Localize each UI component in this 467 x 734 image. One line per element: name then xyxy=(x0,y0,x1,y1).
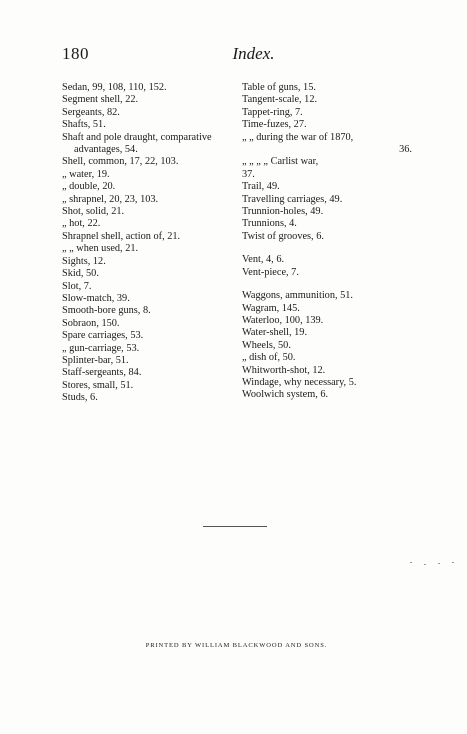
index-entry: Travelling carriages, 49. xyxy=(242,193,343,205)
index-entry: Segment shell, 22. xyxy=(62,94,139,106)
index-entry: Slow-match, 39. xyxy=(62,292,130,304)
index-entry: Tangent-scale, 12. xyxy=(242,94,318,106)
index-entry: Whitworth-shot, 12. xyxy=(242,364,326,376)
index-entry: Woolwich system, 6. xyxy=(242,389,329,401)
index-entry: Tappet-ring, 7. xyxy=(242,106,303,118)
index-entry: Slot, 7. xyxy=(62,280,92,292)
index-entry: Windage, why necessary, 5. xyxy=(242,376,357,388)
index-entry: „ double, 20. xyxy=(62,181,116,193)
index-entry: Staff-sergeants, 84. xyxy=(62,367,142,379)
index-entry: Trail, 49. xyxy=(242,181,280,193)
index-entry: Trunnions, 4. xyxy=(242,218,297,230)
index-entry: Waterloo, 100, 139. xyxy=(242,314,324,326)
section-rule xyxy=(203,526,267,527)
index-entry: Water-shell, 19. xyxy=(242,327,308,339)
scan-speck xyxy=(438,563,440,564)
scan-speck xyxy=(410,562,412,563)
index-entry: Shrapnel shell, action of, 21. xyxy=(62,230,181,242)
index-entry: Shot, solid, 21. xyxy=(62,206,125,218)
index-entry: Sedan, 99, 108, 110, 152. xyxy=(62,82,167,93)
index-entry: „ water, 19. xyxy=(62,168,110,180)
scan-speck xyxy=(424,564,426,565)
index-entry: 37. xyxy=(242,168,255,180)
printer-imprint: PRINTED BY WILLIAM BLACKWOOD AND SONS. xyxy=(145,642,328,649)
index-entry: Spare carriages, 53. xyxy=(62,330,144,342)
index-entry: Shafts, 51. xyxy=(62,119,106,131)
index-entry: Shell, common, 17, 22, 103. xyxy=(62,156,179,168)
index-entry: Wheels, 50. xyxy=(242,339,291,351)
index-entry: „ gun-carriage, 53. xyxy=(62,342,140,354)
entry-gap xyxy=(242,279,412,290)
index-entry: 36. xyxy=(399,144,412,156)
index-entry: Wagram, 145. xyxy=(242,302,300,314)
index-entry: Twist of grooves, 6. xyxy=(242,230,324,242)
index-entry: Waggons, ammunition, 51. xyxy=(242,290,353,302)
index-entry: „ hot, 22. xyxy=(62,218,101,230)
index-entry: „ „ during the war of 1870, xyxy=(242,131,354,143)
index-entry: Vent-piece, 7. xyxy=(242,266,299,278)
index-entry: „ dish of, 50. xyxy=(242,352,296,364)
index-entry: Time-fuzes, 27. xyxy=(242,119,307,131)
index-column-right xyxy=(242,82,412,402)
index-entry: Studs, 6. xyxy=(62,392,98,404)
index-entry: „ „ when used, 21. xyxy=(62,243,139,255)
index-entry: Smooth-bore guns, 8. xyxy=(62,305,151,317)
index-entry: Sobraon, 150. xyxy=(62,317,120,329)
index-entry: Vent, 4, 6. xyxy=(242,254,285,266)
page-title: Index. xyxy=(232,44,275,63)
index-column-left xyxy=(62,82,238,405)
index-entry: Table of guns, 15. xyxy=(242,82,316,93)
index-entry: Sights, 12. xyxy=(62,255,106,267)
index-entry: Splinter-bar, 51. xyxy=(62,354,129,366)
page-number: 180 xyxy=(62,44,89,63)
entry-gap xyxy=(242,243,412,254)
index-entry: Stores, small, 51. xyxy=(62,379,134,391)
index-entry: Skid, 50. xyxy=(62,268,99,280)
scan-speck xyxy=(452,562,454,563)
index-entry: Shaft and pole draught, comparative advantages, 54. xyxy=(62,131,212,156)
index-entry: Trunnion-holes, 49. xyxy=(242,206,324,218)
index-entry: „ shrapnel, 20, 23, 103. xyxy=(62,193,159,205)
index-entry: „ „ „ „ Carlist war, xyxy=(242,156,319,168)
index-entry: Sergeants, 82. xyxy=(62,106,120,118)
